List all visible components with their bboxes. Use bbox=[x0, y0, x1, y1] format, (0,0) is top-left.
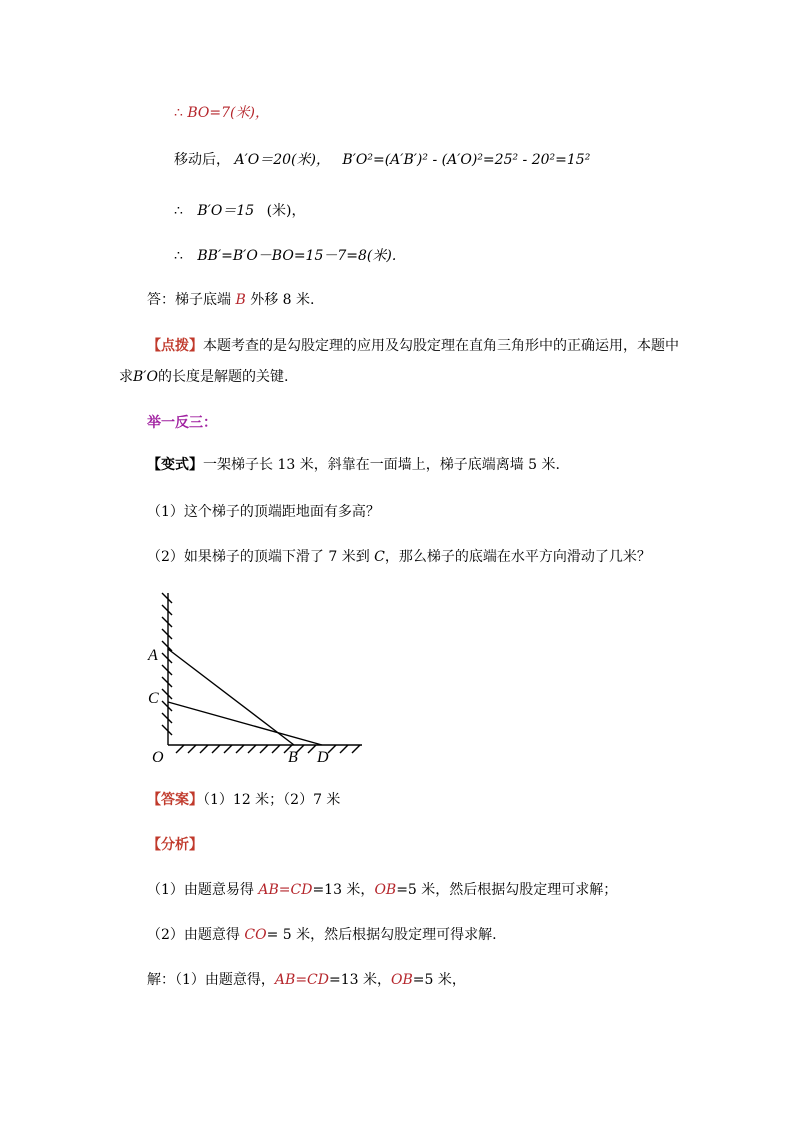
tip-line-2 bbox=[119, 367, 288, 387]
variant-tag: 【变式】 bbox=[147, 457, 203, 473]
therefore-symbol: ∴ bbox=[174, 248, 183, 264]
therefore-symbol: ∴ bbox=[174, 203, 183, 219]
step-2-expr-2: B′O²=(A′B′)² - (A′O)²=25² - 20²=15² bbox=[342, 152, 591, 168]
analysis-2-var: CO bbox=[244, 927, 267, 943]
step-2 bbox=[174, 150, 590, 170]
tip-line-1 bbox=[147, 336, 679, 356]
step-2-expr-1: A′O＝20(米)， bbox=[234, 152, 330, 168]
solution-a: 解：（1）由题意得， bbox=[147, 972, 275, 988]
tip-text-2b: 的长度是解题的关键. bbox=[157, 369, 289, 385]
answer-line bbox=[147, 290, 314, 310]
question-2 bbox=[147, 547, 651, 567]
analysis-2-a: （2）由题意得 bbox=[147, 927, 245, 943]
answer-label: 答：梯子底端 bbox=[147, 292, 231, 308]
solution-var-2: OB bbox=[391, 972, 413, 988]
answer-2-tag: 【答案】 bbox=[147, 792, 203, 808]
tip-text-1: 本题考查的是勾股定理的应用及勾股定理在直角三角形中的正确运用，本题中 bbox=[203, 338, 679, 354]
solution-c: =5 米， bbox=[412, 972, 466, 988]
analysis-1-var: AB=CD bbox=[258, 882, 313, 898]
analysis-1-c: =5 米，然后根据勾股定理可求解； bbox=[396, 882, 618, 898]
variant-line bbox=[147, 455, 560, 475]
question-2-b: ，那么梯子的底端在水平方向滑动了几米？ bbox=[384, 549, 651, 565]
step-3 bbox=[174, 201, 306, 221]
answer-var: B bbox=[235, 292, 246, 308]
answer-rest: 外移 8 米. bbox=[250, 292, 315, 308]
step-1-expr: BO=7(米)， bbox=[187, 105, 269, 121]
question-2-a: （2）如果梯子的顶端下滑了 7 米到 bbox=[147, 549, 375, 565]
ground-hatching bbox=[168, 745, 362, 753]
step-3-expr: B′O＝15 bbox=[197, 203, 255, 219]
solution-line bbox=[147, 970, 466, 990]
solution-var-1: AB=CD bbox=[274, 972, 329, 988]
step-3-unit: (米)， bbox=[266, 203, 306, 219]
label-o: O bbox=[152, 749, 164, 766]
therefore-symbol: ∴ bbox=[174, 105, 183, 121]
analysis-1-a: （1）由题意易得 bbox=[147, 882, 259, 898]
wall-hatching bbox=[162, 593, 172, 745]
analysis-1-b: =13 米， bbox=[312, 882, 375, 898]
answer-2-text: （1）12 米；（2）7 米 bbox=[203, 792, 341, 808]
analysis-2-b: = 5 米，然后根据勾股定理可得求解. bbox=[266, 927, 497, 943]
label-d: D bbox=[317, 749, 329, 766]
tip-tag: 【点拨】 bbox=[147, 338, 203, 354]
answer-2-line bbox=[147, 790, 340, 810]
ladder-figure bbox=[140, 585, 380, 770]
question-1: （1）这个梯子的顶端距地面有多高？ bbox=[147, 504, 380, 520]
analysis-tag: 【分析】 bbox=[147, 837, 203, 853]
tip-var: B′O bbox=[133, 369, 158, 385]
step-4-expr: BB′=B′O－BO=15－7=8(米). bbox=[197, 248, 397, 264]
step-4 bbox=[174, 246, 396, 266]
label-c: C bbox=[148, 690, 159, 707]
analysis-line-2 bbox=[147, 925, 497, 945]
ladder-ab bbox=[168, 649, 294, 745]
analysis-line-1 bbox=[147, 880, 617, 900]
variant-text: 一架梯子长 13 米，斜靠在一面墙上，梯子底端离墙 5 米. bbox=[203, 457, 560, 473]
question-2-var: C bbox=[374, 549, 385, 565]
solution-b: =13 米， bbox=[329, 972, 391, 988]
label-b: B bbox=[288, 749, 298, 766]
section-heading: 举一反三： bbox=[147, 415, 217, 431]
step-1 bbox=[174, 103, 269, 123]
label-a: A bbox=[148, 647, 158, 664]
step-2-lead: 移动后， bbox=[174, 152, 230, 168]
analysis-1-var2: OB bbox=[374, 882, 397, 898]
tip-text-2a: 求 bbox=[119, 369, 133, 385]
